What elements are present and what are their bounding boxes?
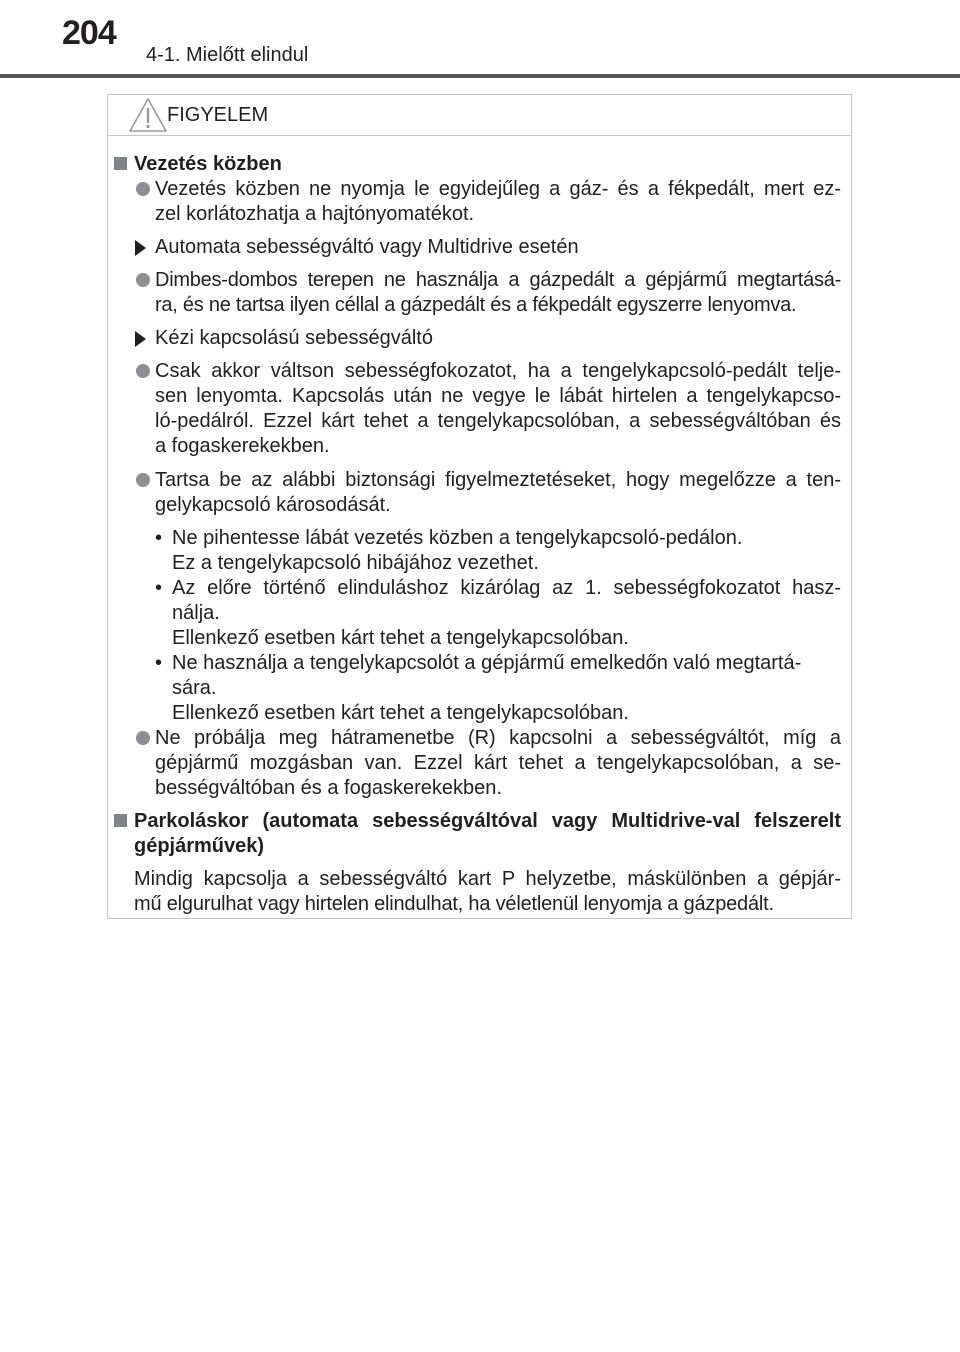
paragraph-parking-cont: mű elgurulhat vagy hirtelen elindulhat, ha véletlenül lenyomja a gázpedált.: [134, 893, 774, 915]
page-number: 204: [62, 14, 116, 52]
warning-title: FIGYELEM: [167, 104, 269, 126]
paragraph-parking: Mindig kapcsolja a sebességváltó kart P helyzetbe, máskülönben a gépjár-: [134, 868, 841, 890]
subheading-automatic: Automata sebességváltó vagy Multidrive esetén: [108, 235, 853, 260]
sub-bullet-uphill: • Ne használja a tengelykapcsolót a gépjármű emelkedőn való megtartá-: [155, 652, 802, 674]
bullet-hill-holding: Dimbes-dombos terepen ne használja a gázpedált a gépjármű megtartásá-: [108, 268, 853, 293]
small-bullet-icon: •: [155, 527, 163, 549]
circle-bullet-icon: [136, 273, 150, 287]
bullet-pedals-cont: zel korlátozhatja a hajtónyomatékot.: [155, 203, 475, 225]
subheading-manual: Kézi kapcsolású sebességváltó: [108, 326, 853, 351]
warning-content: [108, 152, 853, 917]
bullet-pedals: Vezetés közben ne nyomja le egyidejűleg a gáz- és a fékpedált, mert ez-: [108, 177, 853, 202]
header-rule: [0, 74, 960, 78]
bullet-reverse-cont: bességváltóban és a fogaskerekekben.: [155, 777, 502, 799]
arrow-right-icon: [135, 331, 146, 347]
small-bullet-icon: •: [155, 577, 163, 599]
arrow-right-icon: [135, 240, 146, 256]
sub-bullet-first-gear-cont: nálja.: [172, 602, 220, 624]
circle-bullet-icon: [136, 364, 150, 378]
sub-bullet-foot-rest: • Ne pihentesse lábát vezetés közben a tengelykapcsoló-pedálon.: [155, 527, 743, 549]
warning-box-header: [108, 95, 851, 136]
small-bullet-icon: •: [155, 652, 163, 674]
circle-bullet-icon: [136, 182, 150, 196]
chapter-title: 4-1. Mielőtt elindul: [146, 44, 309, 66]
sub-bullet-first-gear: • Az előre történő elinduláshoz kizárólag az 1. sebességfokozatot hasz-: [155, 577, 841, 599]
bullet-hill-holding-cont: ra, és ne tartsa ilyen céllal a gázpedált és a fékpedált egyszerre lenyomva.: [155, 294, 797, 316]
section-heading-parking-cont: gépjárművek): [134, 835, 265, 857]
square-bullet-icon: [114, 814, 127, 827]
bullet-clutch-warnings-cont: gelykapcsoló károsodását.: [155, 494, 391, 516]
sub-bullet-uphill-cont: sára.: [172, 677, 217, 699]
sub-bullet-first-gear-cont: Ellenkező esetben kárt tehet a tengelykapcsolóban.: [172, 627, 629, 649]
sub-bullet-foot-rest-cont: Ez a tengelykapcsoló hibájához vezethet.: [172, 552, 539, 574]
square-bullet-icon: [114, 157, 127, 170]
bullet-reverse-cont: gépjármű mozgásban van. Ezzel kárt tehet a tengelykapcsolóban, a se-: [155, 752, 841, 774]
page-header: [0, 0, 960, 80]
section-heading-parking: Parkoláskor (automata sebességváltóval vagy Multidrive-val felszerelt: [108, 809, 853, 834]
sub-bullet-uphill-cont: Ellenkező esetben kárt tehet a tengelykapcsolóban.: [172, 702, 629, 724]
bullet-clutch-shift: Csak akkor váltson sebességfokozatot, ha a tengelykapcsoló-pedált telje-: [108, 359, 853, 384]
section-heading-driving: Vezetés közben: [108, 152, 853, 177]
bullet-clutch-shift-cont: sen lenyomta. Kapcsolás után ne vegye le lábát hirtelen a tengelykapcso-: [155, 385, 841, 407]
bullet-clutch-shift-cont: ló-pedálról. Ezzel kárt tehet a tengelykapcsolóban, a sebességváltóban és: [155, 410, 841, 432]
warning-triangle-icon: [128, 97, 168, 133]
bullet-reverse: Ne próbálja meg hátramenetbe (R) kapcsolni a sebességváltót, míg a: [108, 726, 853, 751]
bullet-clutch-warnings: Tartsa be az alábbi biztonsági figyelmeztetéseket, hogy megelőzze a ten-: [108, 468, 853, 493]
bullet-clutch-shift-cont: a fogaskerekekben.: [155, 435, 330, 457]
circle-bullet-icon: [136, 473, 150, 487]
circle-bullet-icon: [136, 731, 150, 745]
warning-box: [107, 94, 852, 919]
